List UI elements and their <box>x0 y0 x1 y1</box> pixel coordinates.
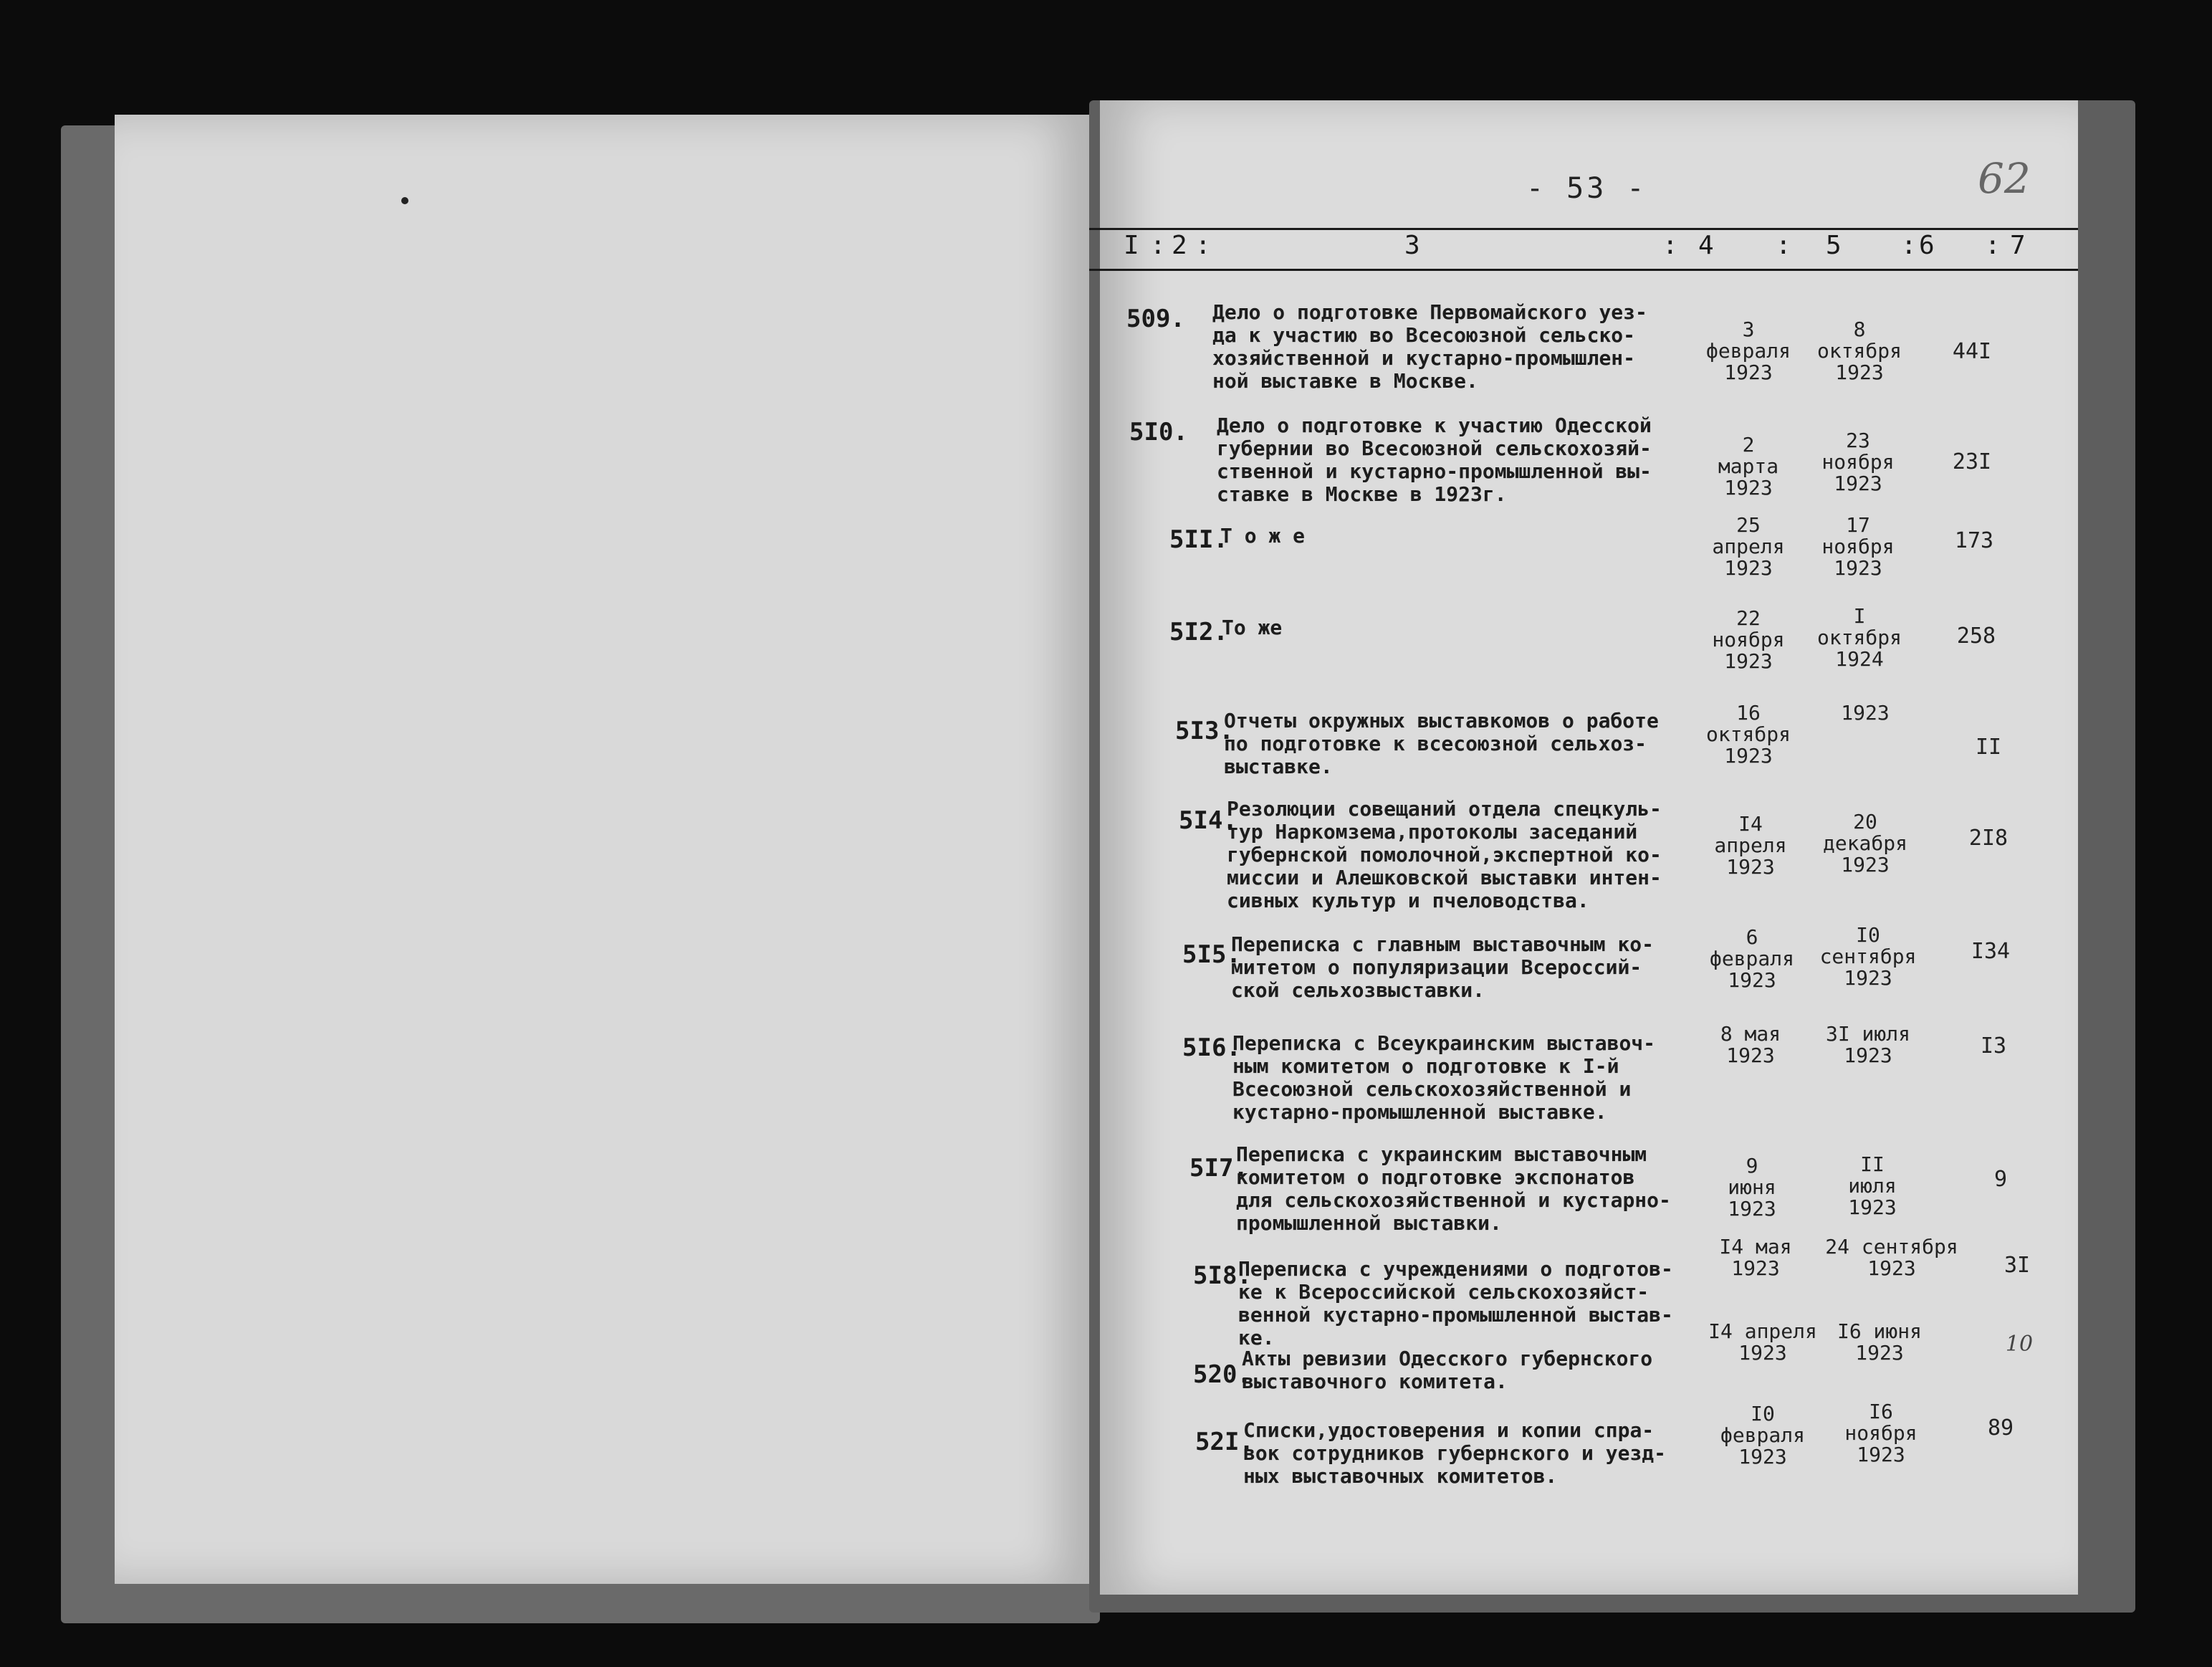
end-date: 17 ноября 1923 <box>1821 513 1895 580</box>
record-number: 5I6. <box>1182 1033 1241 1062</box>
col-7-header: 7 <box>2010 231 2026 260</box>
start-date: 8 мая 1923 <box>1720 1022 1781 1067</box>
end-date: 3I июля 1923 <box>1825 1022 1910 1067</box>
sheet-count: 258 <box>1956 624 1996 649</box>
sheet-count: I34 <box>1971 939 2011 964</box>
start-date: 3 февраля 1923 <box>1705 317 1791 384</box>
end-date: 20 декабря 1923 <box>1822 810 1907 877</box>
col-sep: : <box>1662 231 1678 260</box>
sheet-count: 89 <box>1987 1415 2014 1441</box>
record-description: Переписка с украинским выставочным комитетом о подготовке экспонатов для сельскохозяйственной и кустарно- промышленной выставки. <box>1236 1142 1671 1235</box>
record-number: 509. <box>1126 305 1185 333</box>
col-5-header: 5 <box>1826 231 1842 260</box>
start-date: I0 февраля 1923 <box>1720 1402 1805 1468</box>
col-sep: : <box>1985 231 2001 260</box>
record-description: Списки,удостоверения и копии спра- вок сотрудников губернского и уезд- ных выставочных комитетов. <box>1243 1418 1667 1488</box>
col-sep: : <box>1150 231 1166 260</box>
start-date: I4 апреля 1923 <box>1714 812 1787 879</box>
sheet-count: 10 <box>2005 1332 2034 1357</box>
folio-number: 62 <box>1978 154 2031 203</box>
sheet-count: 173 <box>1954 528 1994 553</box>
header-rule-top <box>1089 228 2078 230</box>
header-rule-bottom <box>1089 269 2078 271</box>
start-date: 22 ноября 1923 <box>1712 606 1785 673</box>
record-number: 5II. <box>1169 525 1228 554</box>
sheet-count: I3 <box>1980 1033 2007 1059</box>
record-number: 5I2. <box>1169 618 1228 646</box>
record-description: Резолюции совещаний отдела спецкуль- тур Наркомзема,протоколы заседаний губернской помолочной,экспертной ко- миссии и Алешковской выставки интен- сивных культур и пчеловодства. <box>1227 797 1662 912</box>
record-number: 520. <box>1193 1360 1252 1389</box>
record-description: Переписка с главным выставочным ко- митетом о популяризации Всероссий- ской сельхозвыставки. <box>1231 932 1655 1002</box>
end-date: 24 сентября 1923 <box>1825 1235 1958 1280</box>
ink-dot <box>401 197 408 204</box>
col-4-header: 4 <box>1698 231 1714 260</box>
start-date: 25 апреля 1923 <box>1712 513 1785 580</box>
record-number: 5I8. <box>1193 1261 1252 1290</box>
end-date: I октября 1924 <box>1816 604 1902 671</box>
start-date: I4 мая 1923 <box>1719 1235 1792 1280</box>
col-sep: : <box>1901 231 1917 260</box>
record-description: Переписка с Всеукраинским выставоч- ным комитетом о подготовке к I-й Всесоюзной сельскохозяйственной и кустарно-промышленной выставке. <box>1232 1031 1656 1124</box>
left-page-blank <box>115 115 1089 1584</box>
sheet-count: 23I <box>1952 449 1992 474</box>
start-date: I4 апреля 1923 <box>1708 1319 1817 1365</box>
record-number: 5I0. <box>1129 418 1188 446</box>
end-date: 23 ноября 1923 <box>1821 429 1895 495</box>
end-date: II июля 1923 <box>1848 1152 1897 1219</box>
sheet-count: 2I8 <box>1968 826 2008 851</box>
record-description: Отчеты окружных выставкомов о работе по подготовке к всесоюзной сельхоз- выставке. <box>1224 709 1659 778</box>
col-2-header: 2 <box>1172 231 1187 260</box>
start-date: 9 июня 1923 <box>1728 1154 1776 1221</box>
record-description: Акты ревизии Одесского губернского выставочного комитета. <box>1242 1347 1653 1393</box>
end-date: I6 июня 1923 <box>1837 1319 1922 1365</box>
end-date: 1923 <box>1841 701 1890 725</box>
record-description: Дело о подготовке Первомайского уез- да к участию во Всесоюзной сельско- хозяйственной и кустарно-промышлен- ной выставке в Москве. <box>1212 300 1647 393</box>
col-sep: : <box>1776 231 1791 260</box>
end-date: 8 октября 1923 <box>1816 317 1902 384</box>
record-description: Т о ж е <box>1220 524 1306 548</box>
start-date: 16 октября 1923 <box>1705 701 1791 768</box>
sheet-count: 9 <box>1993 1167 2008 1192</box>
page-number: - 53 - <box>1526 172 1647 205</box>
start-date: 2 марта 1923 <box>1718 433 1779 500</box>
sheet-count: 44I <box>1952 339 1992 364</box>
sheet-count: 3I <box>2003 1253 2031 1278</box>
end-date: I6 ноября 1923 <box>1844 1400 1917 1466</box>
col-6-header: 6 <box>1919 231 1935 260</box>
record-number: 5I5. <box>1182 940 1241 969</box>
record-number: 5I3. <box>1175 717 1234 745</box>
col-1-header: I <box>1124 231 1139 260</box>
end-date: I0 сентября 1923 <box>1819 923 1917 990</box>
record-number: 5I4. <box>1179 806 1237 835</box>
record-description: То же <box>1222 616 1283 639</box>
start-date: 6 февраля 1923 <box>1709 925 1794 992</box>
col-sep: : <box>1195 231 1211 260</box>
record-number: 52I. <box>1195 1428 1254 1456</box>
record-description: Дело о подготовке к участию Одесской губернии во Всесоюзной сельскохозяй- ственной и кустарно-промышленной вы- ставке в Москве в 1923г. <box>1217 414 1652 506</box>
record-description: Переписка с учреждениями о подготов- ке к Всероссийской сельскохозяйст- венной кустарно-промышленной выстав- ке. <box>1238 1257 1673 1350</box>
sheet-count: II <box>1975 735 2002 760</box>
record-number: 5I7. <box>1189 1154 1248 1183</box>
col-3-header: 3 <box>1404 231 1420 260</box>
